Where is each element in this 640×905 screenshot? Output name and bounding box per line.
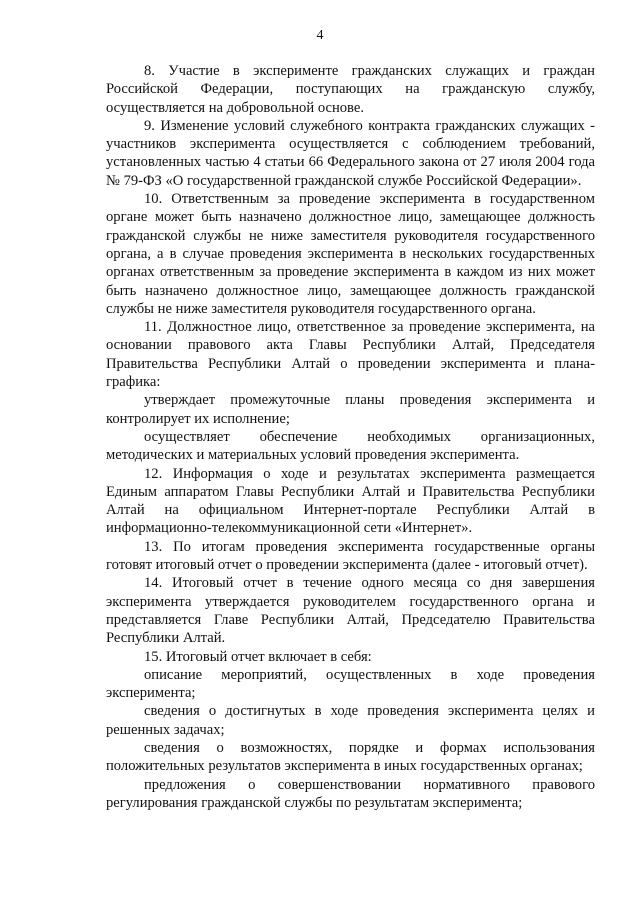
paragraph-subitem-description: описание мероприятий, осуществленных в ходе проведения эксперимента; bbox=[106, 666, 595, 702]
paragraph-item-13: 13. По итогам проведения эксперимента государственные органы готовят итоговый отчет о проведении эксперимента (далее - итоговый отчет). bbox=[106, 538, 595, 574]
paragraph-item-12: 12. Информация о ходе и результатах эксперимента размещается Единым аппаратом Главы Республики Алтай и Правительства Республики Алтай на официальном Интернет-портале Республики Алтай в информационно-телекоммуникационной сети «Интернет». bbox=[106, 465, 595, 537]
document-body bbox=[106, 62, 595, 812]
paragraph-subitem-goals: сведения о достигнутых в ходе проведения эксперимента целях и решенных задачах; bbox=[106, 703, 595, 738]
paragraph-subitem-proposals: предложения о совершенствовании нормативного правового регулирования гражданской службы по результатам эксперимента; bbox=[106, 776, 595, 811]
paragraph-subitem-approves-plans: утверждает промежуточные планы проведения эксперимента и контролирует их исполнение; bbox=[106, 392, 595, 427]
paragraph-item-9: 9. Изменение условий служебного контракта гражданских служащих - участников эксперимента осуществляется с соблюдением требований, установленных частью 4 статьи 66 Федерального закона от 27 июля 2004 года № 79-ФЗ «О государственной гражданской службе Российской Федерации». bbox=[106, 117, 595, 189]
page-number: 4 bbox=[316, 28, 324, 43]
paragraph-item-11: 11. Должностное лицо, ответственное за проведение эксперимента, на основании правового акта Главы Республики Алтай, Председателя Правительства Республики Алтай о проведении эксперимента и плана-графика: bbox=[106, 319, 595, 391]
paragraph-subitem-possibilities: сведения о возможностях, порядке и формах использования положительных результатов эксперимента в иных государственных органах; bbox=[106, 739, 595, 775]
paragraph-item-8: 8. Участие в эксперименте гражданских служащих и граждан Российской Федерации, поступающих на гражданскую службу, осуществляется на добровольной основе. bbox=[106, 63, 595, 116]
paragraph-item-15: 15. Итоговый отчет включает в себя: bbox=[144, 648, 372, 665]
paragraph-subitem-provides-conditions: осуществляет обеспечение необходимых организационных, методических и материальных условий проведения эксперимента. bbox=[106, 428, 595, 464]
paragraph-item-14: 14. Итоговый отчет в течение одного месяца со дня завершения эксперимента утверждается руководителем государственного органа и представляется Главе Республики Алтай, Председателю Правительства Республики Алтай. bbox=[106, 575, 595, 647]
paragraph-item-10: 10. Ответственным за проведение эксперимента в государственном органе может быть назначено должностное лицо, замещающее должность гражданской службы не ниже заместителя руководителя государственного органа, а в случае проведения эксперимента в нескольких государственных органах ответственным за проведение эксперимента в каждом из них может быть назначено должностное лицо, замещающее должность гражданской службы не ниже заместителя руководителя государственного органа. bbox=[106, 191, 595, 317]
